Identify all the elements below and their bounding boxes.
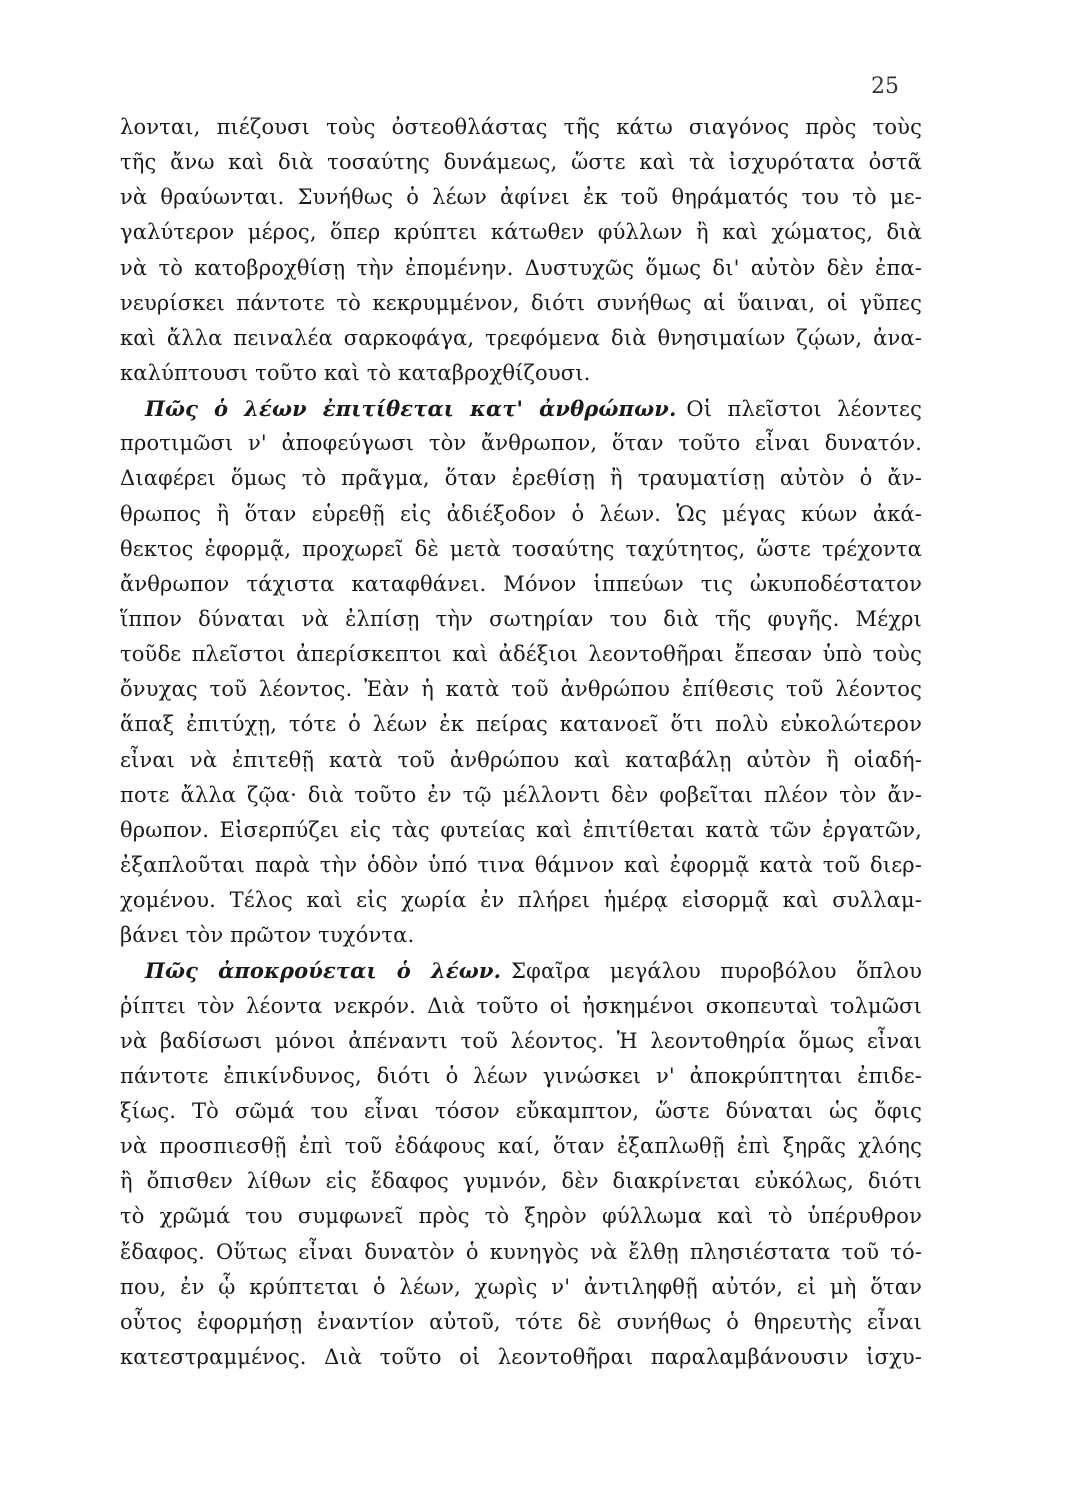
text-line: γαλύτερον μέρος, ὅπερ κρύπτει κάτωθεν φύλλων ἢ καὶ χώματος, διὰ [120, 220, 922, 245]
heading-line [120, 953, 922, 988]
text-line: ἢ ὄπισθεν λίθων εἰς ἔδαφος γυμνόν, δὲν διακρίνεται εὐκόλως, διότι [120, 1169, 922, 1194]
text-line: τοῦδε πλεῖστοι ἀπερίσκεπτοι καὶ ἀδέξιοι λεοντοθῆραι ἔπεσαν ὑπὸ τοὺς [120, 642, 922, 667]
text-line: θρωπος ἢ ὅταν εὑρεθῇ εἰς ἀδιέξοδον ὁ λέων. Ὡς μέγας κύων ἀκά- [120, 501, 922, 526]
text-line: λονται, πιέζουσι τοὺς ὀστεοθλάστας τῆς κάτω σιαγόνος πρὸς τοὺς [120, 115, 922, 139]
text-line: πάντοτε ἐπικίνδυνος, διότι ὁ λέων γινώσκει ν' ἀποκρύπτηται ἐπιδε- [120, 1063, 922, 1088]
text-line: ἅπαξ ἐπιτύχῃ, τότε ὁ λέων ἐκ πείρας κατανοεῖ ὅτι πολὺ εὐκολώτερον [120, 712, 922, 737]
text-line: ἐξαπλοῦται παρὰ τὴν ὁδὸν ὑπό τινα θάμνον καὶ ἐφορμᾷ κατὰ τοῦ διερ- [120, 852, 922, 877]
text-line: νευρίσκει πάντοτε τὸ κεκρυμμένον, διότι συνήθως αἱ ὕαιναι, οἱ γῦπες [120, 290, 922, 315]
text-line: ποτε ἄλλα ζῷα· διὰ τοῦτο ἐν τῷ μέλλοντι δὲν φοβεῖται πλέον τὸν ἄν- [120, 782, 922, 807]
text-line: ῥίπτει τὸν λέοντα νεκρόν. Διὰ τοῦτο οἱ ἠσκημένοι σκοπευταὶ τολμῶσι [120, 993, 922, 1018]
text-line: τὸ χρῶμά του συμφωνεῖ πρὸς τὸ ξηρὸν φύλλωμα καὶ τὸ ὑπέρυθρον [120, 1204, 922, 1229]
text-line: χομένου. Τέλος καὶ εἰς χωρία ἐν πλήρει ἡμέρᾳ εἰσορμᾷ καὶ συλλαμ- [120, 888, 922, 913]
text-line: νὰ βαδίσωσι μόνοι ἀπέναντι τοῦ λέοντος. Ἡ λεοντοθηρία ὅμως εἶναι [120, 1028, 922, 1053]
text-line: βάνει τὸν πρῶτον τυχόντα. [120, 923, 415, 948]
text-line: καὶ ἄλλα πειναλέα σαρκοφάγα, τρεφόμενα διὰ θνησιμαίων ζῴων, ἀνα- [120, 325, 922, 350]
text-line: νὰ τὸ κατοβροχθίσῃ τὴν ἐπομένην. Δυστυχῶς ὅμως δι' αὐτὸν δὲν ἐπα- [120, 255, 922, 280]
text-line: θεκτος ἐφορμᾷ, προχωρεῖ δὲ μετὰ τοσαύτης ταχύτητος, ὥστε τρέχοντα [120, 536, 922, 561]
section-heading: Πῶς ὁ λέων ἐπιτίθεται κατ' ἀνθρώπων. [145, 396, 677, 422]
text-line: ἔδαφος. Οὕτως εἶναι δυνατὸν ὁ κυνηγὸς νὰ ἔλθῃ πλησιέστατα τοῦ τό- [120, 1239, 922, 1264]
text-line: ἵππον δύναται νὰ ἐλπίσῃ τὴν σωτηρίαν του διὰ τῆς φυγῆς. Μέχρι [120, 606, 922, 631]
text-fragment: Σφαῖρα μεγάλου πυροβόλου ὅπλου [511, 959, 922, 984]
text-fragment: Οἱ πλεῖστοι λέοντες [686, 397, 922, 422]
heading-line [120, 391, 922, 426]
text-line: τῆς ἄνω καὶ διὰ τοσαύτης δυνάμεως, ὥστε καὶ τὰ ἰσχυρότατα ὀστᾶ [120, 150, 922, 175]
section-heading: Πῶς ἀποκρούεται ὁ λέων. [145, 958, 502, 984]
text-line: ξίως. Τὸ σῶμά του εἶναι τόσον εὔκαμπτον, ὥστε δύναται ὡς ὄφις [120, 1098, 922, 1123]
text-line: κατεστραμμένος. Διὰ τοῦτο οἱ λεοντοθῆραι παραλαμβάνουσιν ἰσχυ- [120, 1344, 922, 1369]
text-line: νὰ θραύωνται. Συνήθως ὁ λέων ἀφίνει ἐκ τοῦ θηράματός του τὸ με- [120, 185, 922, 210]
page-number: 25 [871, 74, 899, 99]
text-line: οὗτος ἐφορμήσῃ ἐναντίον αὐτοῦ, τότε δὲ συνήθως ὁ θηρευτὴς εἶναι [120, 1309, 922, 1334]
text-line: που, ἐν ᾧ κρύπτεται ὁ λέων, χωρὶς ν' ἀντιληφθῇ αὐτόν, εἰ μὴ ὅταν [120, 1274, 922, 1299]
text-line: προτιμῶσι ν' ἀποφεύγωσι τὸν ἄνθρωπον, ὅταν τοῦτο εἶναι δυνατόν. [120, 431, 922, 456]
text-line: ὄνυχας τοῦ λέοντος. Ἐὰν ἡ κατὰ τοῦ ἀνθρώπου ἐπίθεσις τοῦ λέοντος [120, 677, 922, 702]
text-line: εἶναι νὰ ἐπιτεθῇ κατὰ τοῦ ἀνθρώπου καὶ καταβάλῃ αὐτὸν ἢ οἱαδή- [120, 747, 922, 772]
text-line: Διαφέρει ὅμως τὸ πρᾶγμα, ὅταν ἐρεθίσῃ ἢ τραυματίσῃ αὐτὸν ὁ ἄν- [120, 466, 922, 491]
text-line: ἄνθρωπον τάχιστα καταφθάνει. Μόνον ἱππεύων τις ὠκυποδέστατον [120, 571, 922, 596]
text-line: καλύπτουσι τοῦτο καὶ τὸ καταβροχθίζουσι. [120, 360, 591, 385]
text-line: νὰ προσπιεσθῇ ἐπὶ τοῦ ἐδάφους καί, ὅταν ἐξαπλωθῇ ἐπὶ ξηρᾶς χλόης [120, 1134, 922, 1159]
text-line: θρωπον. Εἰσερπύζει εἰς τὰς φυτείας καὶ ἐπιτίθεται κατὰ τῶν ἐργατῶν, [120, 817, 922, 842]
body-text [120, 110, 922, 1375]
